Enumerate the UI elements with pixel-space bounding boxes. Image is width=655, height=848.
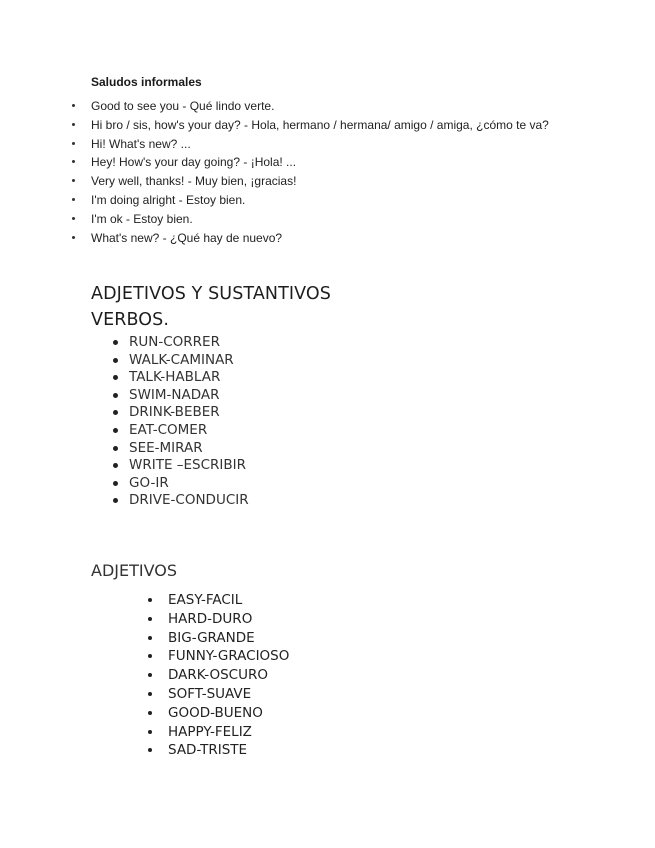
list-item: Hi bro / sis, how's your day? - Hola, hermano / hermana/ amigo / amiga, ¿cómo te va?	[0, 118, 571, 132]
adjetivos-list	[0, 591, 289, 760]
list-item: BIG-GRANDE	[0, 629, 289, 648]
list-item: What's new? - ¿Qué hay de nuevo?	[0, 231, 600, 245]
list-item: SWIM-NADAR	[0, 387, 249, 405]
list-item: I'm ok - Estoy bien.	[0, 212, 600, 226]
list-item: DRINK-BEBER	[0, 404, 249, 422]
list-item: SEE-MIRAR	[0, 440, 249, 458]
list-item: GOOD-BUENO	[0, 704, 289, 723]
list-item: SAD-TRISTE	[0, 741, 289, 760]
saludos-list	[0, 99, 600, 249]
list-item: Very well, thanks! - Muy bien, ¡gracias!	[0, 174, 600, 188]
list-item: EAT-COMER	[0, 422, 249, 440]
list-item: HARD-DURO	[0, 610, 289, 629]
list-item: DARK-OSCURO	[0, 666, 289, 685]
adjetivos-heading: ADJETIVOS	[91, 561, 177, 580]
saludos-heading: Saludos informales	[91, 75, 202, 89]
list-item: GO-IR	[0, 475, 249, 493]
list-item: WALK-CAMINAR	[0, 352, 249, 370]
list-item: Good to see you - Qué lindo verte.	[0, 99, 600, 113]
list-item: TALK-HABLAR	[0, 369, 249, 387]
list-item: EASY-FACIL	[0, 591, 289, 610]
verbos-heading: VERBOS.	[91, 310, 170, 330]
list-item: HAPPY-FELIZ	[0, 723, 289, 742]
list-item: FUNNY-GRACIOSO	[0, 647, 289, 666]
list-item: RUN-CORRER	[0, 334, 249, 352]
section-heading: ADJETIVOS Y SUSTANTIVOS	[91, 284, 331, 304]
list-item: Hi! What's new? ...	[0, 137, 600, 151]
list-item: SOFT-SUAVE	[0, 685, 289, 704]
list-item: Hey! How's your day going? - ¡Hola! ...	[0, 155, 600, 169]
verbos-list	[0, 334, 249, 510]
list-item: WRITE –ESCRIBIR	[0, 457, 249, 475]
list-item: DRIVE-CONDUCIR	[0, 492, 249, 510]
list-item: I'm doing alright - Estoy bien.	[0, 193, 600, 207]
